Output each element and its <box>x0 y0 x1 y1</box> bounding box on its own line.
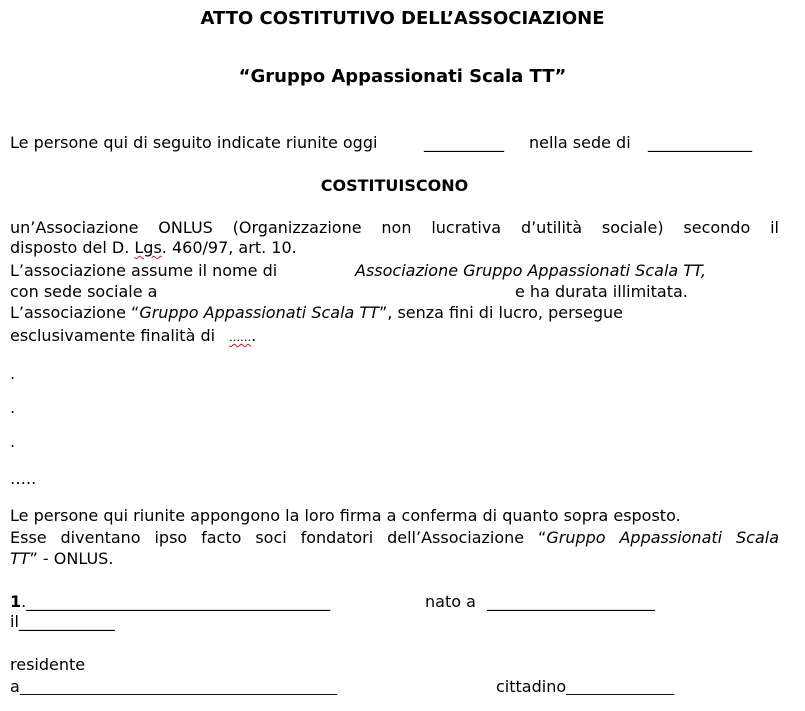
list-marker: ….. <box>10 469 37 488</box>
body-line-2-pre: disposto del D. <box>10 238 135 257</box>
body-line-6 <box>10 326 256 348</box>
body-line-1: un’Associazione ONLUS (Organizzazione non lucrativa d’utilità sociale) secondo il <box>10 218 779 237</box>
section-heading: COSTITUISCONO <box>320 176 469 195</box>
date-of-birth-blank: ____________ <box>18 612 115 631</box>
closing-line-2 <box>10 528 779 548</box>
closing-line-3-post: ” - ONLUS. <box>29 549 114 568</box>
date-of-birth-line <box>10 612 115 632</box>
spellcheck-dots: …… <box>229 331 252 344</box>
body-line-5-pre: L’associazione “ <box>10 303 140 322</box>
closing-line-3-italic: TT <box>10 549 30 568</box>
body-line-5-italic: Gruppo Appassionati Scala TT <box>139 303 379 322</box>
body-line-4a: con sede sociale a <box>10 282 158 301</box>
document-subtitle: “Gruppo Appassionati Scala TT” <box>238 66 567 87</box>
date-label: il <box>10 612 19 631</box>
residence-prefix: a <box>10 677 20 696</box>
place-blank: _____________ <box>648 133 752 152</box>
list-marker: . <box>10 364 16 383</box>
body-line-6-post: . <box>251 326 257 345</box>
body-line-3-italic: Associazione Gruppo Appassionati Scala TT, <box>355 261 707 280</box>
body-line-5 <box>10 303 623 323</box>
signatory-number: 1 <box>10 592 22 611</box>
born-label: nato a <box>425 592 476 611</box>
body-line-3-pre: L’associazione assume il nome di <box>10 261 278 280</box>
residence-blank: _______________________________________________ <box>19 680 338 696</box>
closing-line-2-pre: Esse diventano ipso facto soci fondatori dell’Associazione “ <box>10 528 547 547</box>
intro-prefix: Le persone qui di seguito indicate riunite oggi <box>10 133 378 152</box>
residence-label: residente <box>10 655 86 674</box>
closing-line-1: Le persone qui riunite appongono la loro firma a conferma di quanto sopra esposto. <box>10 506 681 525</box>
body-line-2-post: . 460/97, art. 10. <box>161 238 297 257</box>
residence-line <box>10 677 337 698</box>
name-blank: .______________________________________ <box>21 592 331 611</box>
spellcheck-word: Lgs <box>134 238 162 257</box>
born-blank: _____________________ <box>487 592 655 611</box>
citizen-label: cittadino <box>496 677 567 696</box>
intro-middle: nella sede di <box>529 133 631 152</box>
list-marker: . <box>10 398 16 417</box>
body-line-4b: e ha durata illimitata. <box>515 282 688 301</box>
closing-line-3 <box>10 549 113 569</box>
body-line-6-pre: esclusivamente finalità di <box>10 326 216 345</box>
document-title: ATTO COSTITUTIVO DELL’ASSOCIAZIONE <box>200 8 605 29</box>
body-line-2 <box>10 238 297 258</box>
citizen-blank: ________________ <box>566 680 675 696</box>
body-line-5-post: ”, senza fini di lucro, persegue <box>378 303 623 322</box>
date-blank: __________ <box>424 133 504 152</box>
list-marker: . <box>10 432 16 451</box>
closing-line-2-italic: Gruppo Appassionati Scala <box>546 528 780 547</box>
citizen-line <box>496 677 674 698</box>
signatory-name-line <box>10 592 330 612</box>
